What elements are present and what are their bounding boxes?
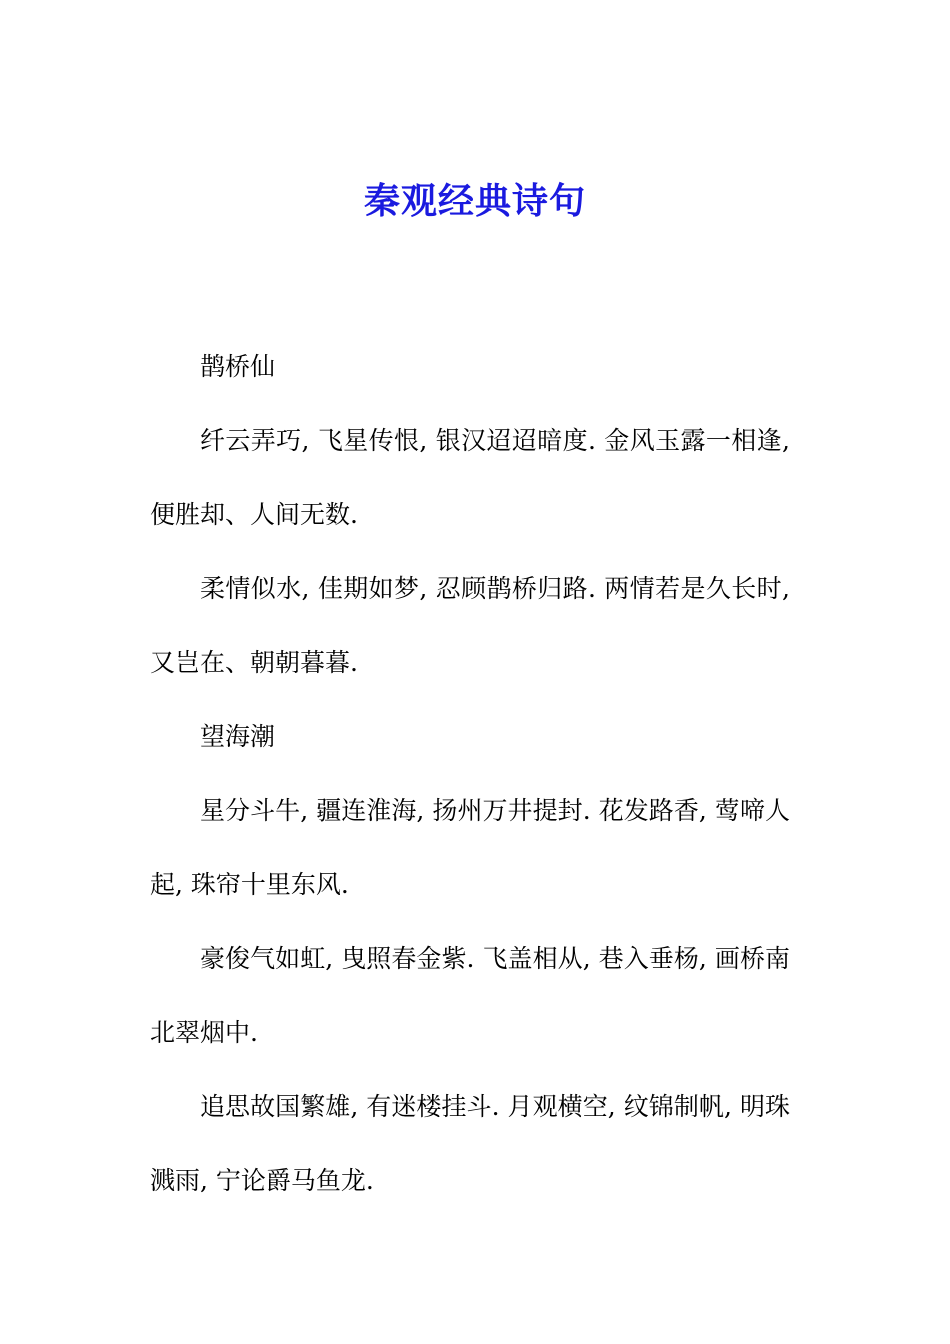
document-body xyxy=(150,330,790,1218)
poem-paragraph: 豪俊气如虹, 曳照春金紫. 飞盖相从, 巷入垂杨, 画桥南北翠烟中. xyxy=(150,944,790,1047)
poem-paragraph: 星分斗牛, 疆连淮海, 扬州万井提封. 花发路香, 莺啼人起, 珠帘十里东风. xyxy=(150,796,790,899)
poem-paragraph: 柔情似水, 佳期如梦, 忍顾鹊桥归路. 两情若是久长时, 又岂在、朝朝暮暮. xyxy=(150,574,790,677)
poem-title-queqiaoxian: 鹊桥仙 xyxy=(200,352,276,381)
poem-title-wanghaichao: 望海潮 xyxy=(200,722,276,751)
poem-paragraph: 纤云弄巧, 飞星传恨, 银汉迢迢暗度. 金风玉露一相逢, 便胜却、人间无数. xyxy=(150,426,790,529)
document-title: 秦观经典诗句 xyxy=(363,181,586,222)
poem-paragraph: 追思故国繁雄, 有迷楼挂斗. 月观横空, 纹锦制帆, 明珠溅雨, 宁论爵马鱼龙. xyxy=(150,1092,790,1195)
